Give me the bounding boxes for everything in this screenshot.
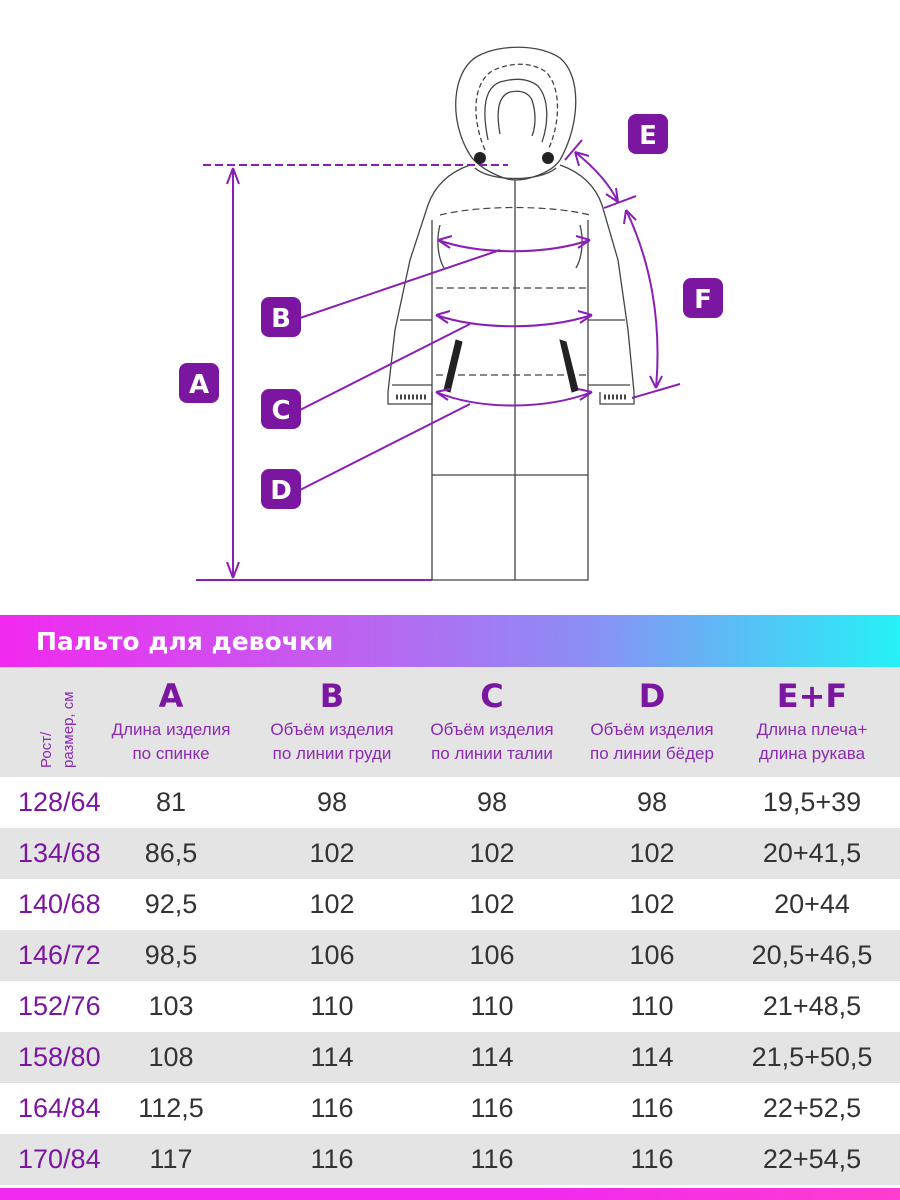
cell-a: 81 bbox=[155, 787, 187, 817]
cell-c: 102 bbox=[469, 889, 515, 919]
size-cell: 164/84 bbox=[18, 1093, 101, 1123]
cell-c: 116 bbox=[470, 1144, 514, 1174]
cell-a: 103 bbox=[148, 991, 194, 1021]
badge-f bbox=[683, 278, 723, 318]
cell-d: 102 bbox=[629, 838, 675, 868]
column-desc-line2: по спинке bbox=[132, 744, 210, 763]
cell-a: 112,5 bbox=[138, 1093, 204, 1123]
table-row bbox=[0, 828, 900, 879]
cell-d: 116 bbox=[630, 1144, 674, 1174]
column-header-ef bbox=[736, 678, 888, 766]
cell-ef: 20+41,5 bbox=[762, 838, 862, 868]
column-desc-line2: длина рукава bbox=[758, 744, 866, 763]
column-desc-line1: Длина изделия bbox=[111, 720, 231, 739]
size-header-line1: Рост/ bbox=[38, 731, 55, 768]
size-header-line2: размер, см bbox=[60, 691, 77, 768]
cell-c: 110 bbox=[470, 991, 514, 1021]
cell-b: 116 bbox=[310, 1144, 354, 1174]
column-desc-line2: по линии талии bbox=[431, 744, 553, 763]
table-title: Пальто для девочки bbox=[36, 627, 334, 656]
cell-a: 98,5 bbox=[144, 940, 198, 970]
badge-a-label: A bbox=[188, 370, 210, 400]
cell-c: 114 bbox=[470, 1042, 514, 1072]
table-row bbox=[0, 981, 900, 1032]
cell-b: 98 bbox=[316, 787, 348, 817]
hood-toggles bbox=[474, 152, 554, 164]
badge-b bbox=[261, 297, 301, 337]
cell-d: 116 bbox=[630, 1093, 674, 1123]
table-row bbox=[0, 1083, 900, 1134]
cell-b: 110 bbox=[310, 991, 354, 1021]
cell-d: 102 bbox=[629, 889, 675, 919]
cell-b: 116 bbox=[310, 1093, 354, 1123]
badge-b-label: B bbox=[271, 304, 291, 334]
cell-a: 86,5 bbox=[144, 838, 198, 868]
column-letter: D bbox=[638, 677, 666, 715]
cell-a: 92,5 bbox=[144, 889, 198, 919]
size-cell: 128/64 bbox=[18, 787, 101, 817]
coat-outline bbox=[388, 47, 634, 580]
cell-ef: 19,5+39 bbox=[762, 787, 862, 817]
column-header-b bbox=[256, 678, 408, 766]
column-letter: A bbox=[158, 677, 184, 715]
size-cell: 146/72 bbox=[18, 940, 101, 970]
size-cell: 134/68 bbox=[18, 838, 101, 868]
cell-a: 108 bbox=[148, 1042, 194, 1072]
size-cell: 152/76 bbox=[18, 991, 101, 1021]
badge-e-label: E bbox=[639, 121, 657, 151]
bottom-accent-bar bbox=[0, 1188, 900, 1200]
cell-d: 106 bbox=[629, 940, 675, 970]
column-desc-line2: по линии бёдер bbox=[590, 744, 714, 763]
column-letter: E+F bbox=[776, 677, 848, 715]
cell-a: 117 bbox=[149, 1144, 193, 1174]
table-row bbox=[0, 777, 900, 828]
size-cell: 140/68 bbox=[18, 889, 101, 919]
column-header-d bbox=[576, 678, 728, 766]
badge-f-label: F bbox=[694, 285, 712, 315]
cell-c: 102 bbox=[469, 838, 515, 868]
badge-d-label: D bbox=[270, 476, 292, 506]
cell-ef: 21+48,5 bbox=[762, 991, 862, 1021]
column-desc-line1: Объём изделия bbox=[590, 720, 714, 739]
cell-ef: 20+44 bbox=[774, 889, 850, 919]
size-cell: 158/80 bbox=[18, 1042, 101, 1072]
cell-ef: 22+52,5 bbox=[762, 1093, 862, 1123]
badge-c-label: C bbox=[271, 396, 291, 426]
badge-a bbox=[179, 363, 219, 403]
cell-b: 102 bbox=[309, 838, 355, 868]
cell-b: 106 bbox=[309, 940, 355, 970]
column-letter: B bbox=[319, 677, 345, 715]
column-desc-line2: по линии груди bbox=[272, 744, 392, 763]
pockets bbox=[444, 340, 578, 392]
badge-c bbox=[261, 389, 301, 429]
table-row bbox=[0, 879, 900, 930]
table-title-bar bbox=[0, 615, 900, 667]
cell-d: 110 bbox=[630, 991, 674, 1021]
cell-b: 114 bbox=[310, 1042, 354, 1072]
cell-ef: 22+54,5 bbox=[762, 1144, 862, 1174]
measurement-lines bbox=[196, 140, 680, 580]
cell-c: 106 bbox=[469, 940, 515, 970]
size-cell: 170/84 bbox=[18, 1144, 101, 1174]
table-row bbox=[0, 1032, 900, 1083]
column-header-a bbox=[100, 678, 242, 766]
badge-d bbox=[261, 469, 301, 509]
column-desc-line1: Объём изделия bbox=[270, 720, 394, 739]
badge-e bbox=[628, 114, 668, 154]
size-header bbox=[18, 680, 82, 770]
cell-d: 114 bbox=[630, 1042, 674, 1072]
column-header-c bbox=[416, 678, 568, 766]
cell-c: 116 bbox=[470, 1093, 514, 1123]
cell-ef: 21,5+50,5 bbox=[751, 1042, 873, 1072]
column-letter: C bbox=[480, 677, 504, 715]
cell-ef: 20,5+46,5 bbox=[751, 940, 873, 970]
column-desc-line1: Объём изделия bbox=[430, 720, 554, 739]
cell-c: 98 bbox=[476, 787, 508, 817]
column-desc-line1: Длина плеча+ bbox=[756, 720, 868, 739]
table-row bbox=[0, 930, 900, 981]
cell-b: 102 bbox=[309, 889, 355, 919]
table-row bbox=[0, 1134, 900, 1185]
cell-d: 98 bbox=[636, 787, 668, 817]
